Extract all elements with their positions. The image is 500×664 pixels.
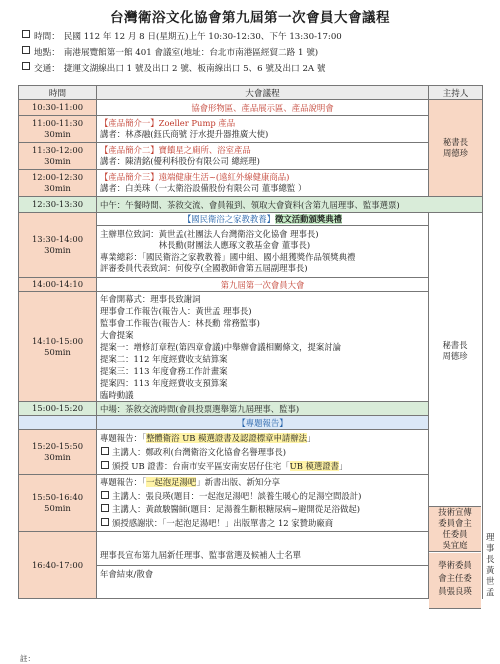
agenda-cell: 理事長宣布第九屆新任理事、監事當選及候補人士名單 年會結束/散會 (97, 532, 429, 599)
time-cell (19, 416, 97, 430)
table-row (19, 197, 483, 213)
agenda-cell: 專題報告：「整體衛浴 UB 模選證書及認證標章申請辦法」 主講人：鄭政利(台灣衛浴文化協會名譽理事長) 頒授 UB 證書：台南市安平區安南安居仔住宅「UB 模選證書」 (97, 430, 429, 475)
checkbox-icon (101, 504, 109, 512)
time-cell: 13:30-14:00 30min (19, 213, 97, 278)
checkbox-icon (101, 491, 109, 499)
agenda-cell: 【產品簡介一】Zoeller Pump 產品 講者：林彥融(鈺氏商號 汙水提升器推廣大使) (97, 116, 429, 143)
table-row (19, 416, 483, 430)
agenda-cell: 中場：茶敘交流時間(會員投票選舉第九屆理事、監事) (97, 402, 429, 416)
table-header-row (19, 86, 483, 100)
time-cell: 12:30-13:30 (19, 197, 97, 213)
table-row (19, 430, 483, 475)
agenda-cell: 主辦單位致詞：黃世孟(社團法人台灣衛浴文化協會 理事長) 林長勳(財團法人應琢文教基金會 董事長) 專業總彩：「國民衛浴之家教教養」國中組、國小組獲獎作品領獎典禮 評審委員代表致詞：何俊亨(全國教師會第五屆副理事長) (97, 226, 429, 278)
footer-note: 註： (20, 654, 35, 663)
checkbox-icon (22, 46, 30, 54)
table-row (19, 278, 483, 292)
checkbox-icon (101, 447, 109, 455)
time-cell: 12:00-12:30 30min (19, 170, 97, 197)
table-row: 16:40-17:00 理事長宣布第九屆新任理事、監事當選及候補人士名單 年會結束/散會 理事長 黃世孟 (19, 532, 483, 599)
header-agenda: 大會議程 (97, 86, 429, 100)
time-cell: 15:50-16:40 50min (19, 475, 97, 532)
table-row (19, 116, 483, 143)
agenda-cell: 中午：午餐時間、茶敘交流、會員報到、領取大會資料(含第九屆理事、監事選票) (97, 197, 483, 213)
checkbox-icon (101, 518, 109, 526)
time-cell: 15:00-15:20 (19, 402, 97, 416)
time-cell: 11:30-12:00 30min (19, 143, 97, 170)
time-cell: 16:40-17:00 (19, 532, 97, 599)
host-cell: 秘書長 周德珍 (429, 100, 483, 197)
header-host: 主持人 (429, 86, 483, 100)
agenda-cell: 第九屆第一次會員大會 (97, 278, 429, 292)
meta-time: 時間： 民國 112 年 12 月 8 日(星期五)上午 10:30-12:30、下午 13:30-17:00 (22, 30, 342, 43)
time-cell: 10:30-11:00 (19, 100, 97, 116)
table-row (19, 292, 483, 402)
table-row (19, 402, 483, 416)
agenda-cell: 年會開幕式：理事長致謝詞 理事會工作報告(報告人：黃世孟 理事長) 監事會工作報告(報告人：林長勳 常務監事) 大會提案 提案一：增修訂章程(第四章會議)中舉辦會議相關條文，提案討論 提案二：112 年度經費收支結算案 提案三：113 年度會務工作計畫案 提案四：113 年度經費收支預算案 臨時動議 (97, 292, 429, 402)
table-row (19, 170, 483, 197)
checkbox-icon (22, 30, 30, 38)
agenda-cell: 【產品簡介二】寶饋星之廁所、浴室產品 講者：陳清銘(優利科股份有限公司 總經理) (97, 143, 429, 170)
host-tech-committee: 技術宣傳 委員會主 任委員 吳宜庭 (429, 506, 481, 552)
meta-location: 地點： 南港展覽館第一館 401 會議室(地址：台北市南港區經貿二路 1 號) (22, 46, 318, 59)
page-title: 台灣衛浴文化協會第九屆第一次會員大會議程 (110, 10, 390, 26)
agenda-cell: 【產品簡介三】遠端健康生活~(遠紅外線健康商品) 講者：白美珠（一太衛浴設備股份有限公司 董事總監 ） (97, 170, 429, 197)
table-row (19, 475, 483, 532)
table-row (19, 143, 483, 170)
host-academic-committee: 學術委員 會主任委 員張良瑛 (429, 553, 481, 609)
checkbox-icon (101, 461, 109, 469)
time-cell: 15:20-15:50 30min (19, 430, 97, 475)
agenda-table (18, 85, 495, 599)
table-row (19, 100, 483, 116)
checkbox-icon (22, 62, 30, 70)
agenda-cell: 【國民衛浴之家教教養】徵文活動頒獎典禮 (97, 213, 429, 226)
agenda-cell: 專題報告：「一起泡足湯吧」新書出版、新知分享 主講人：張良瑛(題目：一起泡足湯吧！談養生暖心的足湯空間設計) 主講人：黃啟駿醫師(題目：足湯養生斷根糖尿病~避開從足浴做起) 頒授感謝狀：「一起泡足湯吧！」出版單書之 12 家贊助廠商 (97, 475, 429, 532)
time-cell: 14:00-14:10 (19, 278, 97, 292)
time-cell: 11:00-11:30 30min (19, 116, 97, 143)
agenda-cell: 【專題報告】 (97, 416, 429, 430)
meta-transport: 交通： 捷運文湖線出口 1 號及出口 2 號、板南線出口 5、6 號及出口 2A 號 (22, 62, 325, 75)
host-secretary-2: 秘書長 周德珍 (442, 340, 468, 361)
header-time: 時間 (19, 86, 97, 100)
table-row (19, 213, 483, 226)
agenda-cell: 協會形物區、產品展示區、產品說明會 (97, 100, 429, 116)
time-cell: 14:10-15:00 50min (19, 292, 97, 402)
